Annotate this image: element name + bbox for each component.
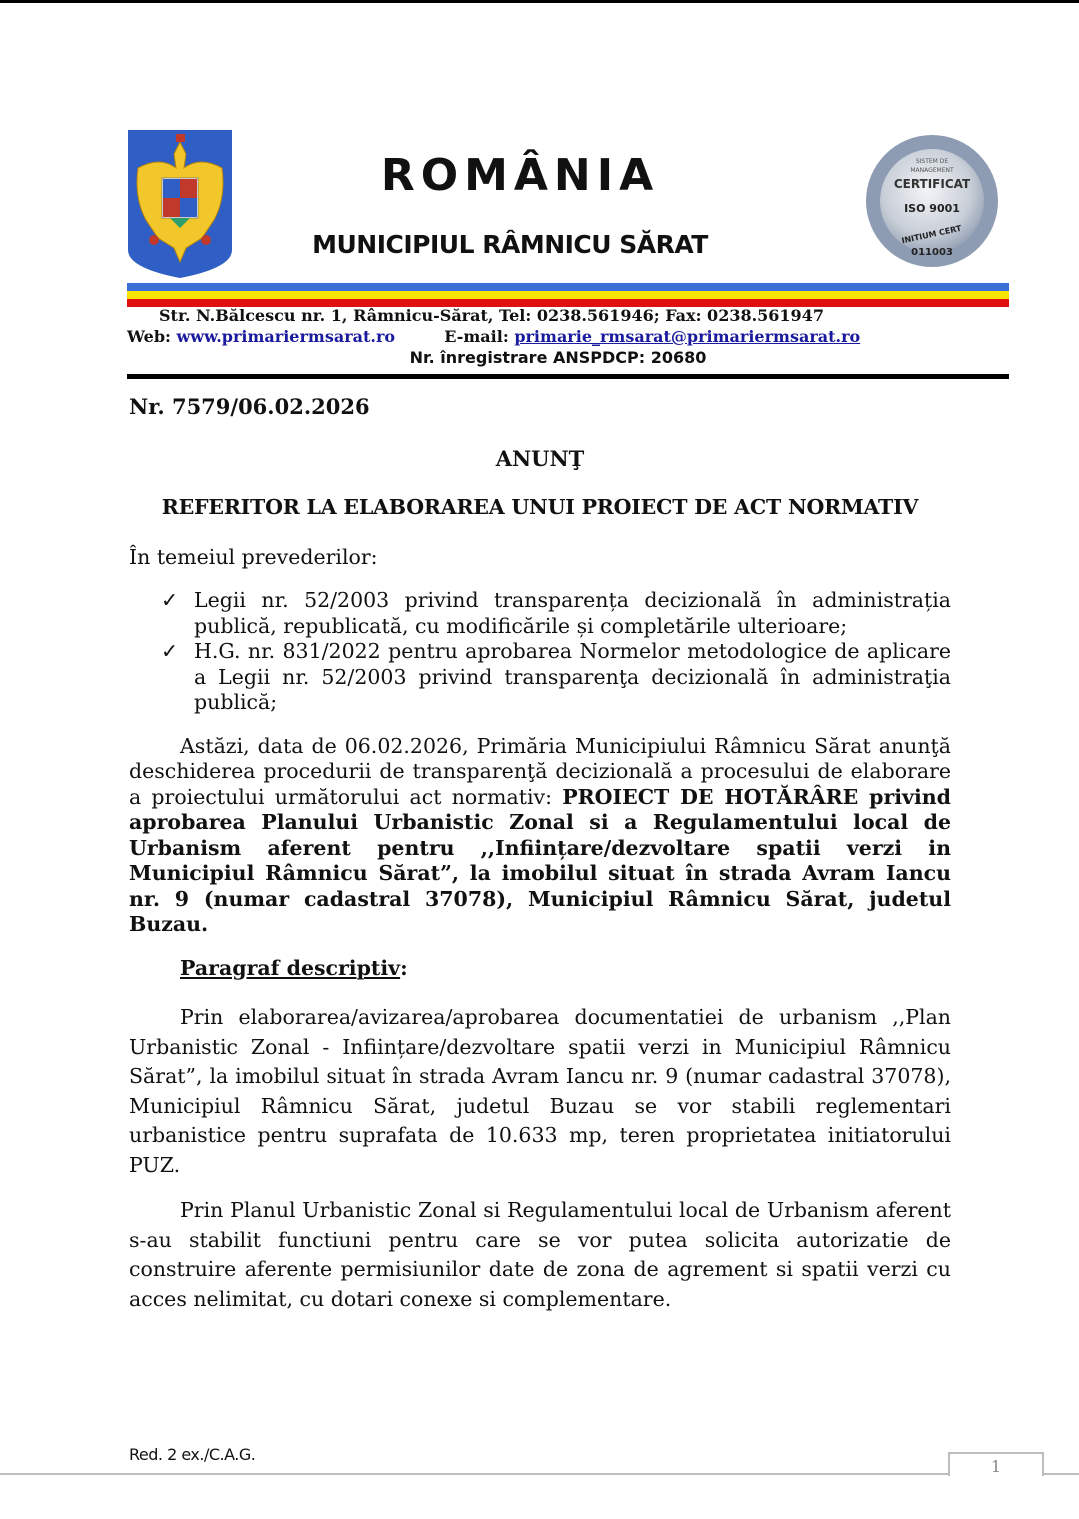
page-number: 1 xyxy=(948,1452,1044,1476)
announcement-plain: Astăzi, data de 06.02.2026, Primăria Municipiului Râmnicu Sărat anunţă deschiderea procedurii de transparenţă decizională a procesului de elaborare a proiectului următorului act normativ: xyxy=(129,733,951,809)
document-number: Nr. 7579/06.02.2026 xyxy=(129,394,370,419)
header-divider xyxy=(127,374,1009,379)
country-title: ROMÂNIA xyxy=(380,150,660,201)
stripe-blue xyxy=(127,283,1009,291)
announcement-paragraph xyxy=(129,734,951,938)
municipality-title: MUNICIPIUL RÂMNICU SĂRAT xyxy=(312,230,708,259)
legal-reference-text: Legii nr. 52/2003 privind transparența decizională în administrația publică, republicată, cu modificările și completările ulterioare; xyxy=(194,588,951,638)
document-title: ANUNŢ xyxy=(495,445,585,471)
web-label: Web: xyxy=(127,327,171,346)
cert-line1: SISTEM DE xyxy=(915,158,949,165)
top-border xyxy=(0,0,1079,3)
email-label: E-mail: xyxy=(444,327,509,346)
legal-references-list xyxy=(129,588,951,716)
contact-block xyxy=(127,305,1009,368)
cert-main: CERTIFICAT xyxy=(893,177,971,191)
footer-note: Red. 2 ex./C.A.G. xyxy=(129,1445,256,1464)
legal-reference-text: H.G. nr. 831/2022 pentru aprobarea Normelor metodologice de aplicare a Legii nr. 52/2003 privind transparenţa decizională în administraţia publică; xyxy=(194,639,951,714)
flag-stripes xyxy=(127,283,1009,307)
document-body xyxy=(129,390,951,1314)
checkmark-icon: ✓ xyxy=(161,588,179,612)
email-link[interactable]: primarie_rmsarat@primariermsarat.ro xyxy=(514,327,861,346)
checkmark-icon: ✓ xyxy=(161,639,179,663)
address-line: Str. N.Bălcescu nr. 1, Râmnicu-Sărat, Tel: 0238.561946; Fax: 0238.561947 xyxy=(159,306,824,325)
descriptive-heading-colon: : xyxy=(400,955,408,980)
web-email-line xyxy=(127,326,1009,347)
announcement-bold: PROIECT DE HOTĂRÂRE privind aprobarea Planului Urbanistic Zonal si a Regulamentului local de Urbanism aferent pentru ,,Inființare/dezvoltare spatii verzi in Municipiul Râmnicu Sărat”, la imobilul situat în strada Avram Iancu nr. 9 (numar cadastral 37078), Municipiul Râmnicu Sărat, judetul Buzau. xyxy=(129,784,951,936)
cert-issuer: INITIUM CERT xyxy=(900,223,963,246)
descriptive-paragraph-2: Prin Planul Urbanistic Zonal si Regulamentului local de Urbanism aferent s-au stabilit functiuni pentru care se vor putea solicita autorizatie de construire aferente permisiunilor date de zona de agrement si spatii verzi cu acces nelimitat, cu dotari conexe si complementare. xyxy=(129,1198,951,1311)
cert-standard: ISO 9001 xyxy=(904,202,960,215)
document-subtitle: REFERITOR LA ELABORAREA UNUI PROIECT DE ACT NORMATIV xyxy=(161,495,919,519)
romania-coat-of-arms-icon xyxy=(126,128,234,280)
web-link[interactable]: www.primariermsarat.ro xyxy=(176,327,396,346)
cert-line2: MANAGEMENT xyxy=(910,167,954,174)
descriptive-heading-text: Paragraf descriptiv xyxy=(180,955,401,980)
iso-certificate-badge-icon xyxy=(864,133,1000,269)
registration-line: Nr. înregistrare ANSPDCP: 20680 xyxy=(409,348,707,367)
stripe-yellow xyxy=(127,291,1009,299)
legal-reference-item xyxy=(129,588,951,639)
footer-divider xyxy=(0,1473,1079,1475)
intro-text: În temeiul prevederilor: xyxy=(129,544,378,569)
descriptive-heading xyxy=(129,956,951,982)
cert-number: 011003 xyxy=(911,247,953,258)
descriptive-paragraph-1: Prin elaborarea/avizarea/aprobarea documentatiei de urbanism ,,Plan Urbanistic Zonal - Inființare/dezvoltare spatii verzi in Municipiul Râmnicu Sărat”, la imobilul situat în strada Avram Iancu nr. 9 (numar cadastral 37078), Municipiul Râmnicu Sărat, judetul Buzau se vor stabili reglementari urbanistice pentru suprafata de 10.633 mp, teren proprietatea initiatorului PUZ. xyxy=(129,1005,951,1177)
legal-reference-item xyxy=(129,639,951,716)
